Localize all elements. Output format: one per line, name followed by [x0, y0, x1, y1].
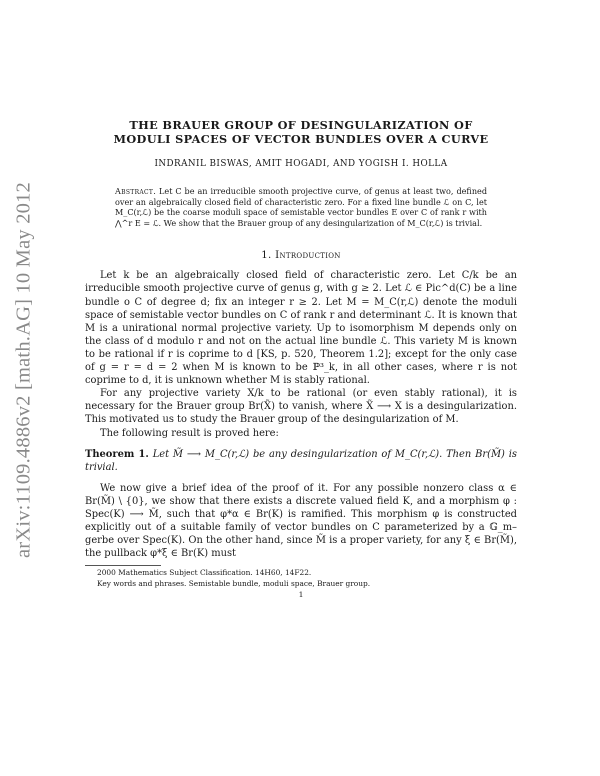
theorem-1	[85, 448, 517, 474]
paper-page	[85, 118, 517, 599]
paragraph: Let k be an algebraically closed field of characteristic zero. Let C/k be an irreducible smooth projective curve of genus g, with g ≥ 2. Let ℒ ∈ Pic^d(C) be a line bundle o C of degree d; fix an integer r ≥ 2. Let M = M_C(r,ℒ) denote the moduli space of semistable vector bundles on C of rank r and determinant ℒ. It is known that M is a unirational normal projective variety. Up to isomorphism M depends only on the class of d modulo r and not on the actual line bundle ℒ. This variety M is known to be rational if r is coprime to d [KS, p. 520, Theorem 1.2]; except for the only case of g = r = d = 2 when M is known to be ℙ³_k, in all other cases, where r is not coprime to d, it is unknown whether M is stably rational.	[85, 270, 517, 387]
section-heading: 1. Introduction	[261, 250, 341, 262]
title-line-2: MODULI SPACES OF VECTOR BUNDLES OVER A CURVE	[113, 132, 489, 146]
arxiv-stamp-text: arXiv:1109.4886v2 [math.AG] 10 May 2012	[12, 182, 35, 558]
paper-title	[85, 118, 517, 146]
abstract	[115, 186, 487, 228]
footnote-keywords: Key words and phrases. Semistable bundle, moduli space, Brauer group.	[97, 579, 371, 589]
page-number: 1	[298, 590, 304, 600]
footnote-msc: 2000 Mathematics Subject Classification. 14H60, 14F22.	[97, 568, 312, 578]
body-text	[85, 269, 517, 439]
title-line-1: THE BRAUER GROUP OF DESINGULARIZATION OF	[129, 118, 473, 132]
body-text-2	[85, 482, 517, 561]
abstract-text: Let C be an irreducible smooth projective curve, of genus at least two, defined over an algebraically closed field of characteristic zero. For a fixed line bundle ℒ on C, let M_C(r,ℒ) be the coarse moduli space of semistable vector bundles E over C of rank r with ⋀^r E = ℒ. We show that the Brauer group of any desingularization of M_C(r,ℒ) is trivial.	[115, 186, 487, 228]
theorem-statement: Let M̃ ⟶ M_C(r,ℒ) be any desingularization of M_C(r,ℒ). Then Br(M̃) is trivial.	[85, 448, 517, 473]
paragraph: The following result is proved here:	[100, 427, 279, 439]
arxiv-stamp	[10, 170, 38, 570]
footnote-rule	[85, 565, 161, 566]
paragraph: We now give a brief idea of the proof of it. For any possible nonzero class α ∈ Br(M̃) \ {0}, we show that there exists a discrete valued field K, and a morphism φ : Spec(K) ⟶ M̃, such that φ*α ∈ Br(K) is ramified. This morphism φ is constructed explicitly out of a suitable family of vector bundles on C parameterized by a 𝔾_m–gerbe over Spec(K). On the other hand, since M̃ is a proper variety, for any ξ ∈ Br(M̃), the pullback φ*ξ ∈ Br(K) must	[85, 482, 517, 560]
abstract-label: Abstract.	[115, 186, 157, 196]
footnotes	[85, 565, 517, 589]
theorem-label: Theorem 1.	[85, 448, 149, 460]
author-list: INDRANIL BISWAS, AMIT HOGADI, AND YOGISH I. HOLLA	[154, 159, 448, 169]
paragraph: For any projective variety X/k to be rational (or even stably rational), it is necessary for the Brauer group Br(X̃) to vanish, where X̃ ⟶ X is a desingularization. This motivated us to study the Brauer group of the desingularization of M.	[85, 388, 517, 426]
